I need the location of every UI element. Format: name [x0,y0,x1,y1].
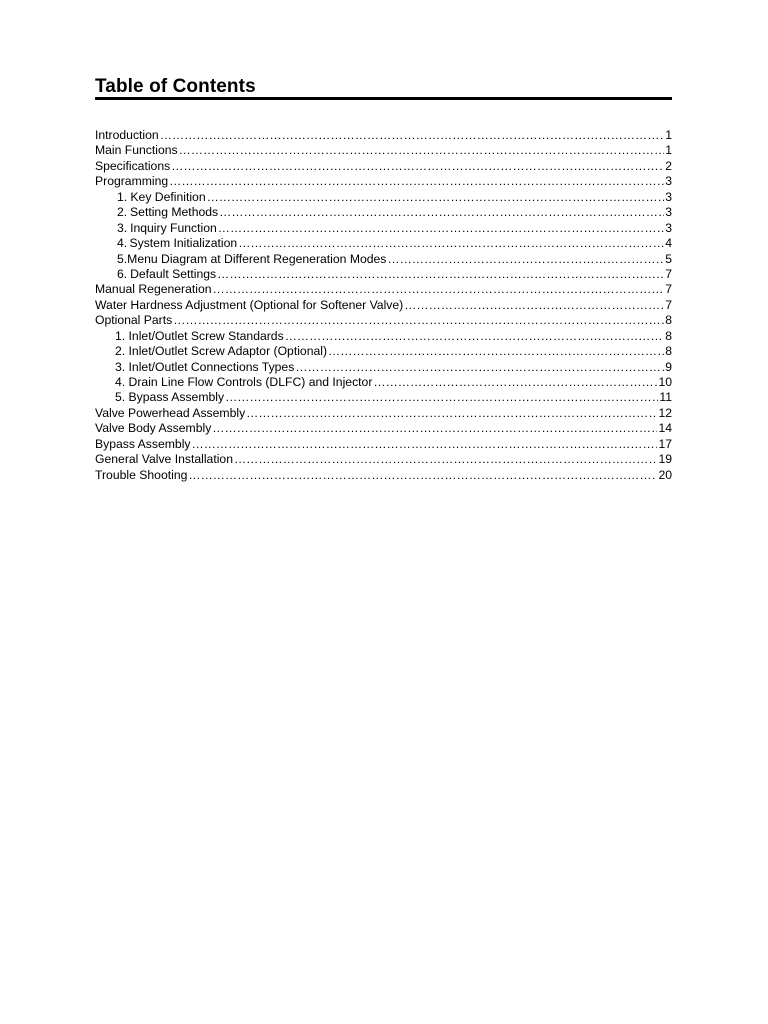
toc-leader-dots [238,236,664,251]
toc-entry-label: 3. Inlet/Outlet Connections Types [115,359,295,374]
toc-entry-page-number: 7 [665,297,672,312]
toc-entry-label: Inquiry Function [130,220,217,235]
toc-leader-dots [218,221,664,236]
toc-entry-page-number: 20 [658,467,672,482]
toc-entry-label: 2. Inlet/Outlet Screw Adaptor (Optional) [115,344,328,359]
toc-entry-page-number: 1 [665,128,672,142]
toc-entry-label: Specifications [95,158,171,173]
toc-entry-label: 4. Drain Line Flow Controls (DLFC) and Injector [115,375,373,389]
toc-entry[interactable] [95,252,672,267]
toc-leader-dots [217,267,664,282]
toc-leader-dots [169,174,664,189]
toc-entry-page-number: 10 [658,375,672,389]
toc-entry[interactable] [95,221,672,236]
toc-entry-page-number: 19 [658,452,672,467]
toc-entry-label: Optional Parts [95,313,173,328]
toc-entry-page-number: 8 [665,328,672,343]
toc-leader-dots [404,298,664,313]
toc-leader-dots [179,143,665,158]
table-of-contents [95,128,672,483]
toc-leader-dots [246,406,657,421]
toc-entry[interactable] [95,437,672,452]
toc-leader-dots [219,205,664,220]
toc-leader-dots [373,375,657,390]
toc-entry[interactable] [95,313,672,328]
toc-entry-label: Key Definition [130,189,206,204]
toc-leader-dots [171,159,664,174]
toc-entry[interactable] [95,421,672,436]
toc-leader-dots [225,390,658,405]
toc-entry-label: Trouble Shooting [95,467,188,482]
toc-entry-number: 1. [117,189,128,204]
toc-entry[interactable] [95,390,672,405]
toc-entry-number: 3. [117,220,128,235]
toc-entry[interactable] [95,143,672,158]
toc-entry[interactable] [95,236,672,251]
toc-entry-number: 6. [117,266,128,281]
toc-leader-dots [160,128,665,143]
toc-entry-number: 5. [117,251,128,266]
toc-entry-page-number: 1 [665,143,672,158]
toc-entry-label: 5. Bypass Assembly [115,390,225,405]
toc-entry-label: Introduction [95,128,159,142]
toc-entry-label: Main Functions [95,143,178,158]
toc-entry-page-number: 12 [658,405,672,420]
toc-entry-page-number: 5 [665,251,672,266]
toc-leader-dots [328,344,664,359]
toc-entry-page-number: 4 [665,236,672,251]
toc-entry-page-number: 9 [665,359,672,374]
toc-leader-dots [173,313,664,328]
toc-entry[interactable] [95,452,672,467]
toc-entry-page-number: 8 [665,313,672,328]
toc-entry-page-number: 3 [665,189,672,204]
toc-entry-label: Programming [95,174,169,189]
toc-entry[interactable] [95,282,672,297]
toc-leader-dots [234,452,657,467]
toc-entry-page-number: 2 [665,158,672,173]
toc-entry-label: 1. Inlet/Outlet Screw Standards [115,328,284,343]
toc-entry-page-number: 3 [665,205,672,220]
toc-entry[interactable] [95,190,672,205]
toc-leader-dots [212,421,657,436]
toc-entry[interactable] [95,468,672,483]
toc-entry-label: Manual Regeneration [95,282,212,297]
toc-leader-dots [192,437,658,452]
toc-entry-label: Valve Powerhead Assembly [95,405,246,420]
toc-entry-number: 2. [117,205,128,220]
toc-entry-page-number: 7 [665,282,672,297]
toc-leader-dots [387,252,664,267]
toc-entry-page-number: 8 [665,344,672,359]
toc-entry[interactable] [95,128,672,143]
toc-leader-dots [295,360,664,375]
toc-entry-page-number: 3 [665,174,672,189]
toc-leader-dots [213,282,665,297]
toc-entry-label: Bypass Assembly [95,436,191,451]
toc-entry[interactable] [95,267,672,282]
toc-entry[interactable] [95,298,672,313]
page-title: Table of Contents [95,76,256,97]
toc-entry[interactable] [95,375,672,390]
toc-entry-label: Menu Diagram at Different Regeneration Modes [127,251,387,266]
toc-entry-page-number: 14 [658,421,672,436]
toc-entry-page-number: 3 [665,220,672,235]
toc-entry[interactable] [95,406,672,421]
toc-leader-dots [207,190,665,205]
toc-entry-label: Default Settings [130,266,217,281]
toc-entry-number: 4. [117,236,128,251]
toc-entry[interactable] [95,360,672,375]
toc-entry[interactable] [95,159,672,174]
toc-entry-label: Valve Body Assembly [95,421,212,436]
toc-entry[interactable] [95,344,672,359]
title-underline [95,97,672,100]
toc-entry-page-number: 17 [658,436,672,451]
toc-entry-label: Water Hardness Adjustment (Optional for Softener Valve) [95,297,404,312]
toc-entry[interactable] [95,205,672,220]
toc-entry-label: Setting Methods [130,205,219,220]
toc-leader-dots [285,329,665,344]
toc-entry-page-number: 11 [659,390,672,405]
toc-entry[interactable] [95,329,672,344]
toc-leader-dots [188,468,657,483]
toc-entry-label: General Valve Installation [95,452,233,467]
toc-entry-page-number: 7 [665,266,672,281]
toc-entry[interactable] [95,174,672,189]
toc-entry-label: System Initialization [129,236,238,251]
